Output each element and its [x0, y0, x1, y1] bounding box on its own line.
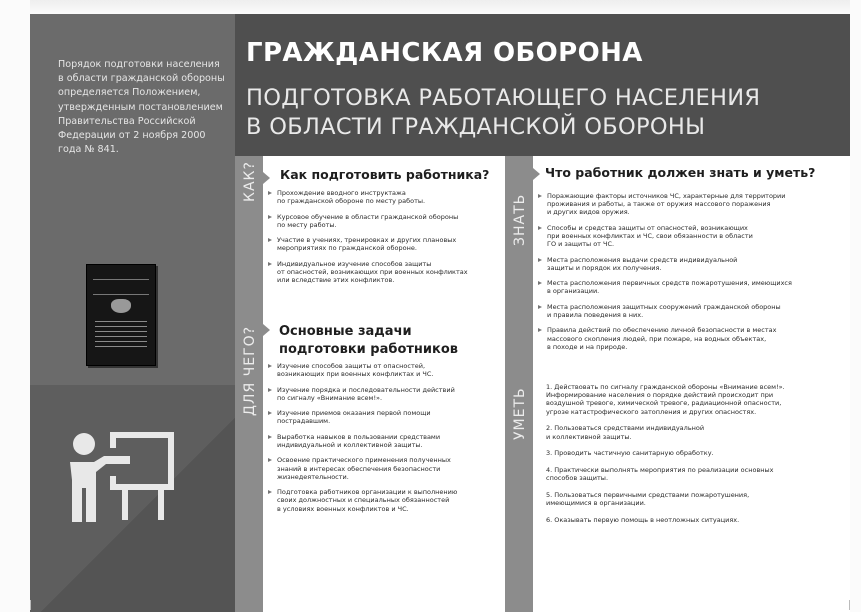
label-know: ЗНАТЬ: [512, 193, 528, 246]
teacher-at-board-icon: [62, 418, 182, 528]
list-item: 1. Действовать по сигналу гражданской обороны «Внимание всем!». Информирование населения о порядке действий происходит при воздушной тревоге, химической тревоге, радиационной опасности, угрозе катастрофического затопления и других опасностях.: [546, 383, 785, 416]
list-item: Места расположения первичных средств пожаротушения, имеющихся в организации.: [538, 279, 846, 295]
list-item: 6. Оказывать первую помощь в неотложных ситуациях.: [546, 516, 740, 525]
list-item: Правила действий по обеспечению личной безопасности в местах массового скопления людей, при пожаре, на водных объектах, в походе и на природе.: [538, 326, 846, 351]
how-section-title: Как подготовить работника?: [280, 167, 490, 182]
list-item: 5. Пользоваться первичными средствами пожаротушения, имеющимися в организации.: [546, 491, 750, 508]
arrow-marker: [263, 172, 270, 184]
arrow-marker: [533, 168, 540, 180]
scan-mark: [30, 600, 31, 610]
know-list: [538, 192, 846, 358]
subtitle-line-1: ПОДГОТОВКА РАБОТАЮЩЕГО НАСЕЛЕНИЯ: [246, 85, 761, 111]
list-item: Подготовка работников организации к выполнению своих должностных и специальных обязанностей в условиях военных конфликтов и ЧС.: [268, 488, 492, 513]
scan-edge: [30, 0, 850, 14]
intro-text: Порядок подготовки населения в области гражданской обороны определяется Положением, утвержденным постановлением Правительства Российской Федерации от 2 ноября 2000 года № 841.: [58, 59, 225, 156]
how-list: [268, 189, 492, 292]
list-item: Поражающие факторы источников ЧС, характерные для территории проживания и работы, а также от оружия массового поражения и других видов оружия.: [538, 192, 846, 217]
list-item: 3. Проводить частичную санитарную обработку.: [546, 449, 714, 458]
list-item: Изучение порядка и последовательности действий по сигналу «Внимание всем!».: [268, 386, 492, 402]
list-item: Прохождение вводного инструктажа по гражданской обороне по месту работы.: [268, 189, 492, 205]
list-item: 2. Пользоваться средствами индивидуальной и коллективной защиты.: [546, 424, 705, 441]
label-why: ДЛЯ ЧЕГО?: [242, 325, 258, 416]
know-section-title: Что работник должен знать и уметь?: [545, 165, 816, 180]
list-item: Участие в учениях, тренировках и других плановых мероприятиях по гражданской обороне.: [268, 236, 492, 252]
book-band: [93, 279, 149, 295]
column-gap: [495, 156, 505, 612]
scan-mark: [849, 600, 850, 610]
list-item: Места расположения выдачи средств индивидуальной защиты и порядок их получения.: [538, 256, 846, 272]
list-item: Изучение приемов оказания первой помощи пострадавшим.: [268, 409, 492, 425]
arrow-marker: [263, 324, 270, 336]
label-can: УМЕТЬ: [512, 387, 528, 440]
tasks-section-title: [279, 323, 458, 359]
list-item: Выработка навыков в пользовании средствами индивидуальной и коллективной защиты.: [268, 433, 492, 449]
list-item: Освоение практического применения полученных знаний в интересах обеспечения безопасности жизнедеятельности.: [268, 456, 492, 481]
list-item: Места расположения защитных сооружений гражданской обороны и правила поведения в них.: [538, 303, 846, 319]
list-item: Индивидуальное изучение способов защиты от опасностей, возникающих при военных конфликтах или вследствие этих конфликтов.: [268, 260, 492, 285]
regulation-book-image: [86, 264, 156, 366]
subtitle-line-2: В ОБЛАСТИ ГРАЖДАНСКОЙ ОБОРОНЫ: [246, 114, 706, 140]
tasks-title-line-1: Основные задачи: [279, 324, 412, 339]
book-text-lines: [95, 321, 147, 349]
coat-of-arms-icon: [111, 299, 131, 313]
list-item: Изучение способов защиты от опасностей, возникающих при военных конфликтах и ЧС.: [268, 362, 492, 378]
tasks-title-line-2: подготовки работников: [279, 342, 458, 357]
tasks-list: [268, 362, 492, 520]
page-subtitle: [246, 84, 760, 142]
list-item: 4. Практически выполнять мероприятия по реализации основных способов защиты.: [546, 466, 774, 483]
page-title: ГРАЖДАНСКАЯ ОБОРОНА: [246, 38, 643, 68]
can-list: [546, 383, 846, 533]
list-item: Способы и средства защиты от опасностей, возникающих при военных конфликтах и ЧС, свои обязанности в области ГО и защиты от ЧС.: [538, 224, 846, 249]
label-how: КАК?: [242, 161, 258, 202]
list-item: Курсовое обучение в области гражданской обороны по месту работы.: [268, 213, 492, 229]
